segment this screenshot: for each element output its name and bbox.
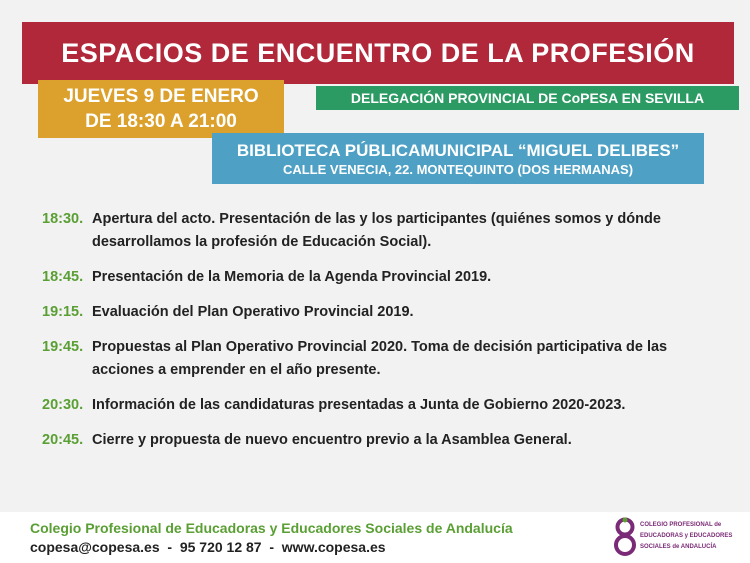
agenda-text: Cierre y propuesta de nuevo encuentro previo a la Asamblea General. [92,432,572,448]
logo-text-line: SOCIALES de ANDALUCÍA [640,544,717,550]
delegation-label: DELEGACIÓN PROVINCIAL DE CoPESA EN SEVILLA [350,90,705,106]
logo-text [640,520,732,553]
agenda-list [42,208,722,464]
agenda-item [42,301,722,324]
copesa-logo [614,517,734,557]
agenda-item [42,266,722,289]
agenda-item [42,336,722,382]
delegation-banner [316,86,739,110]
footer-organization: Colegio Profesional de Educadoras y Educadores Sociales de Andalucía [30,520,513,536]
time-range: DE 18:30 A 21:00 [85,111,237,132]
footer-contact: copesa@copesa.es - 95 720 12 87 - www.copesa.es [30,539,386,555]
agenda-time: 18:30. [42,211,84,227]
copesa-logo-icon [614,517,636,557]
date-box [38,80,284,138]
event-title-banner [22,22,734,84]
agenda-item [42,394,722,417]
logo-text-line: EDUCADORAS y EDUCADORES [640,533,733,539]
agenda-text: Información de las candidaturas presentadas a Junta de Gobierno 2020-2023. [92,397,626,413]
agenda-time: 20:45. [42,432,84,448]
agenda-item [42,429,722,452]
venue-address: CALLE VENECIA, 22. MONTEQUINTO (DOS HERMANAS) [282,161,634,177]
agenda-item [42,208,722,254]
agenda-text: Propuestas al Plan Operativo Provincial 2020. Toma de decisión participativa de las acciones a emprender en el año presente. [92,339,668,378]
agenda-time: 19:45. [42,339,84,355]
agenda-time: 19:15. [42,304,84,320]
agenda-time: 20:30. [42,397,84,413]
agenda-text: Presentación de la Memoria de la Agenda Provincial 2019. [92,269,492,285]
agenda-time: 18:45. [42,269,84,285]
logo-text-line: COLEGIO PROFESIONAL de [640,522,722,528]
event-title: ESPACIOS DE ENCUENTRO DE LA PROFESIÓN [61,37,695,68]
agenda-text: Evaluación del Plan Operativo Provincial 2019. [92,304,414,320]
date-line: JUEVES 9 DE ENERO [63,86,259,107]
venue-name: BIBLIOTECA PÚBLICAMUNICIPAL “MIGUEL DELIBES” [236,140,680,160]
agenda-text: Apertura del acto. Presentación de las y los participantes (quiénes somos y dónde desarrollamos la profesión de Educación Social). [92,211,661,250]
venue-box [212,133,704,184]
